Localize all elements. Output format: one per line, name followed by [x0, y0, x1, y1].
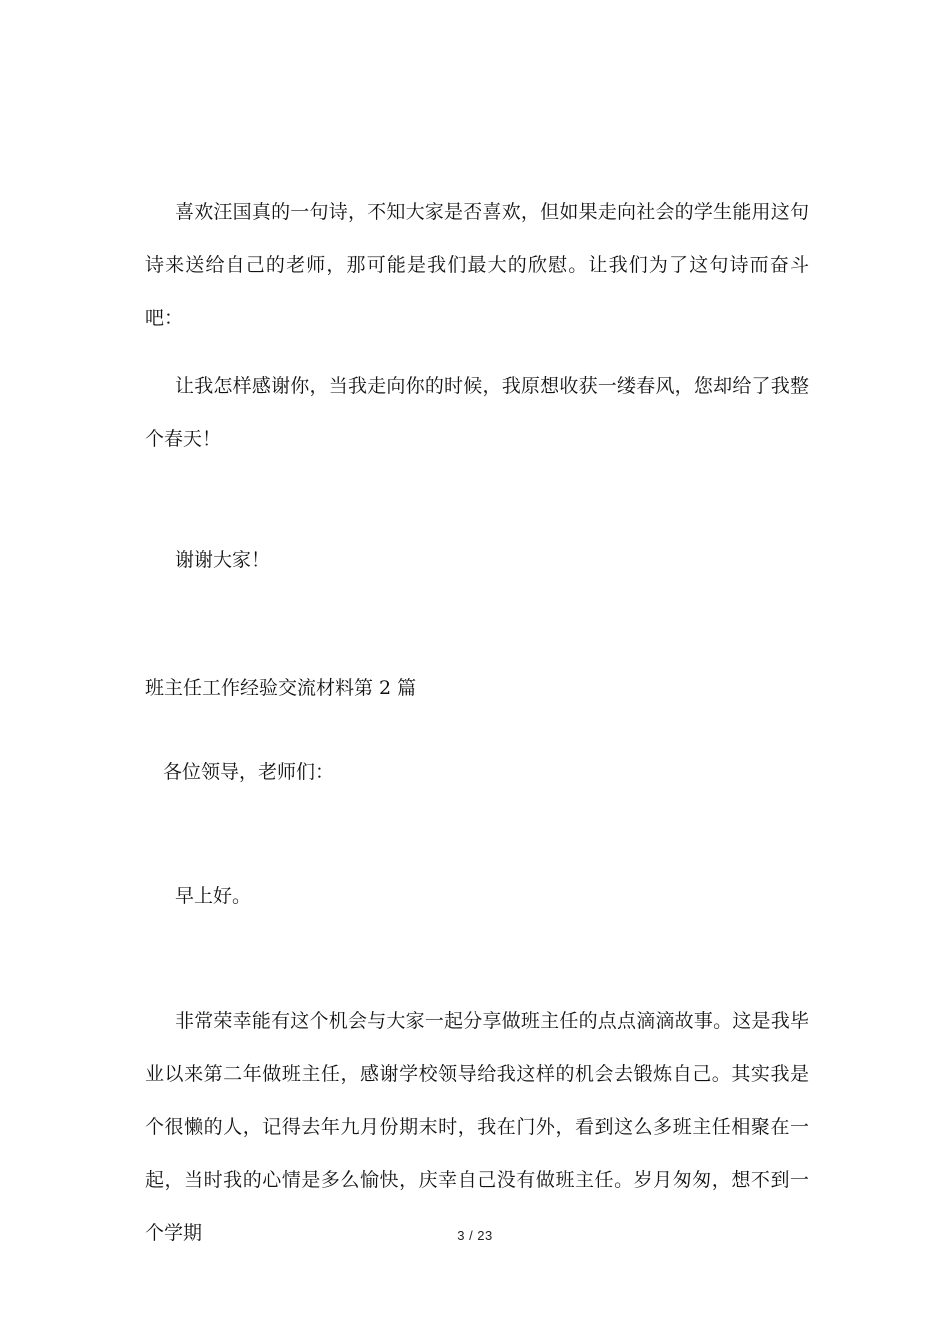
section-title: 班主任工作经验交流材料第 2 篇 — [145, 677, 417, 699]
paragraph-poem-intro: 喜欢汪国真的一句诗，不知大家是否喜欢，但如果走向社会的学生能用这句诗来送给自己的老师，那可能是我们最大的欣慰。让我们为了这句诗而奋斗吧： — [145, 201, 809, 329]
greeting: 各位领导，老师们： — [163, 761, 335, 783]
paragraph-poem-quote: 让我怎样感谢你，当我走向你的时候，我原想收获一缕春风，您却给了我整个春天！ — [145, 375, 809, 450]
page-number: 3 / 23 — [457, 1228, 493, 1243]
paragraph-thanks: 谢谢大家！ — [175, 549, 271, 571]
body-paragraph: 非常荣幸能有这个机会与大家一起分享做班主任的点点滴滴故事。这是我毕业以来第二年做班主任，感谢学校领导给我这样的机会去锻炼自己。其实我是个很懒的人，记得去年九月份期末时，我在门外，看到这么多班主任相聚在一起，当时我的心情是多么愉快，庆幸自己没有做班主任。岁月匆匆，想不到一个学期 — [145, 1010, 809, 1244]
morning-greeting: 早上好。 — [175, 885, 252, 907]
